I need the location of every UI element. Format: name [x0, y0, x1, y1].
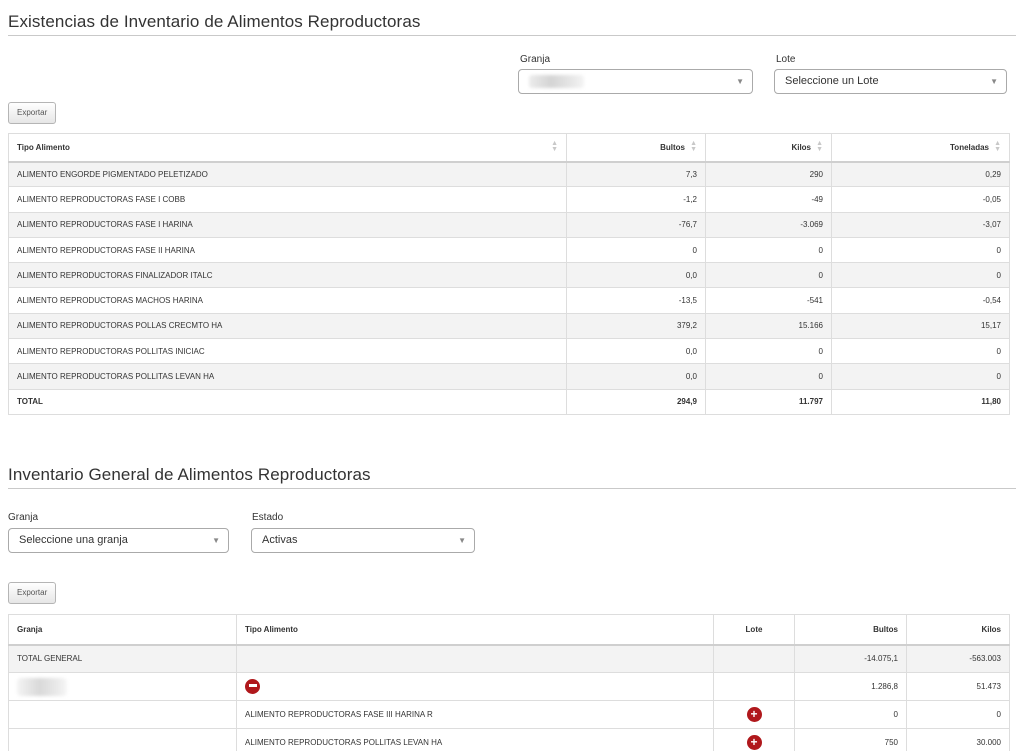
redacted-granja-value: [529, 75, 584, 88]
col-header-toneladas[interactable]: Toneladas ▲ ▼: [832, 134, 1010, 162]
table-total-row: TOTAL 294,9 11.797 11,80: [9, 389, 1010, 414]
table-row: ALIMENTO REPRODUCTORAS FASE I HARINA -76,7 -3.069 -3,07: [9, 212, 1010, 237]
col-header-granja[interactable]: Granja: [9, 615, 237, 645]
chevron-down-icon: ▼: [990, 77, 998, 86]
col-header-kilos[interactable]: Kilos ▲ ▼: [706, 134, 832, 162]
col-header-lote[interactable]: Lote: [714, 615, 795, 645]
section1-granja-select[interactable]: [518, 69, 753, 94]
sort-icon: ▲ ▼: [690, 140, 697, 154]
table-row: ALIMENTO REPRODUCTORAS FASE III HARINA R + 0 0: [9, 701, 1010, 729]
col-header-tipo-alimento[interactable]: Tipo Alimento: [237, 615, 714, 645]
section1-title: Existencias de Inventario de Alimentos Reproductoras: [8, 12, 421, 31]
section1-lote-select[interactable]: [774, 69, 1007, 94]
sort-icon: ▲ ▼: [994, 140, 1001, 154]
general-inventory-table: [8, 614, 1010, 751]
redacted-granja-name: [17, 678, 67, 696]
table-row: ALIMENTO REPRODUCTORAS FINALIZADOR ITALC 0,0 0 0: [9, 263, 1010, 288]
table-row: ALIMENTO REPRODUCTORAS POLLITAS LEVAN HA + 750 30.000: [9, 729, 1010, 751]
section2-granja-label: Granja: [8, 512, 39, 523]
section2-granja-select[interactable]: [8, 528, 229, 553]
table-header-row: [9, 615, 1010, 645]
lote-select-value: Seleccione un Lote: [785, 75, 879, 87]
table-row-total-general: TOTAL GENERAL -14.075,1 -563.003: [9, 645, 1010, 673]
minus-circle-icon[interactable]: [245, 679, 260, 694]
stock-table: [8, 133, 1010, 415]
table-row: ALIMENTO REPRODUCTORAS POLLITAS INICIAC 0,0 0 0: [9, 339, 1010, 364]
section1-lote-label: Lote: [776, 54, 796, 65]
section1-granja-label: Granja: [520, 54, 551, 65]
section2-title: Inventario General de Alimentos Reproductoras: [8, 465, 371, 484]
col-header-bultos[interactable]: Bultos ▲ ▼: [567, 134, 706, 162]
sort-asc-icon: ▲ ▼: [551, 140, 558, 154]
chevron-down-icon: ▼: [458, 536, 466, 545]
granja-select-value: Seleccione una granja: [19, 534, 128, 546]
plus-circle-icon[interactable]: +: [747, 735, 762, 750]
chevron-down-icon: ▼: [212, 536, 220, 545]
section2-estado-select[interactable]: [251, 528, 475, 553]
table-header-row: [9, 134, 1010, 162]
table-row: ALIMENTO REPRODUCTORAS FASE I COBB -1,2 -49 -0,05: [9, 187, 1010, 212]
sort-icon: ▲ ▼: [816, 140, 823, 154]
plus-circle-icon[interactable]: +: [747, 707, 762, 722]
table-row: ALIMENTO REPRODUCTORAS MACHOS HARINA -13,5 -541 -0,54: [9, 288, 1010, 313]
col-header-bultos[interactable]: Bultos: [795, 615, 907, 645]
chevron-down-icon: ▼: [736, 77, 744, 86]
section2-divider: [8, 488, 1016, 489]
col-header-tipo-alimento[interactable]: Tipo Alimento ▲ ▼: [9, 134, 567, 162]
table-row: ALIMENTO REPRODUCTORAS FASE II HARINA 0 0 0: [9, 237, 1010, 262]
section1-divider: [8, 35, 1016, 36]
export-button-1[interactable]: Exportar: [8, 102, 56, 124]
estado-select-value: Activas: [262, 534, 298, 546]
table-row: ALIMENTO ENGORDE PIGMENTADO PELETIZADO 7,3 290 0,29: [9, 162, 1010, 187]
table-row: ALIMENTO REPRODUCTORAS POLLITAS LEVAN HA 0,0 0 0: [9, 364, 1010, 389]
table-row: ALIMENTO REPRODUCTORAS POLLAS CRECMTO HA 379,2 15.166 15,17: [9, 313, 1010, 338]
section2-estado-label: Estado: [252, 512, 284, 523]
export-button-2[interactable]: Exportar: [8, 582, 56, 604]
table-row-granja-group: 1.286,8 51.473: [9, 673, 1010, 701]
col-header-kilos[interactable]: Kilos: [907, 615, 1010, 645]
